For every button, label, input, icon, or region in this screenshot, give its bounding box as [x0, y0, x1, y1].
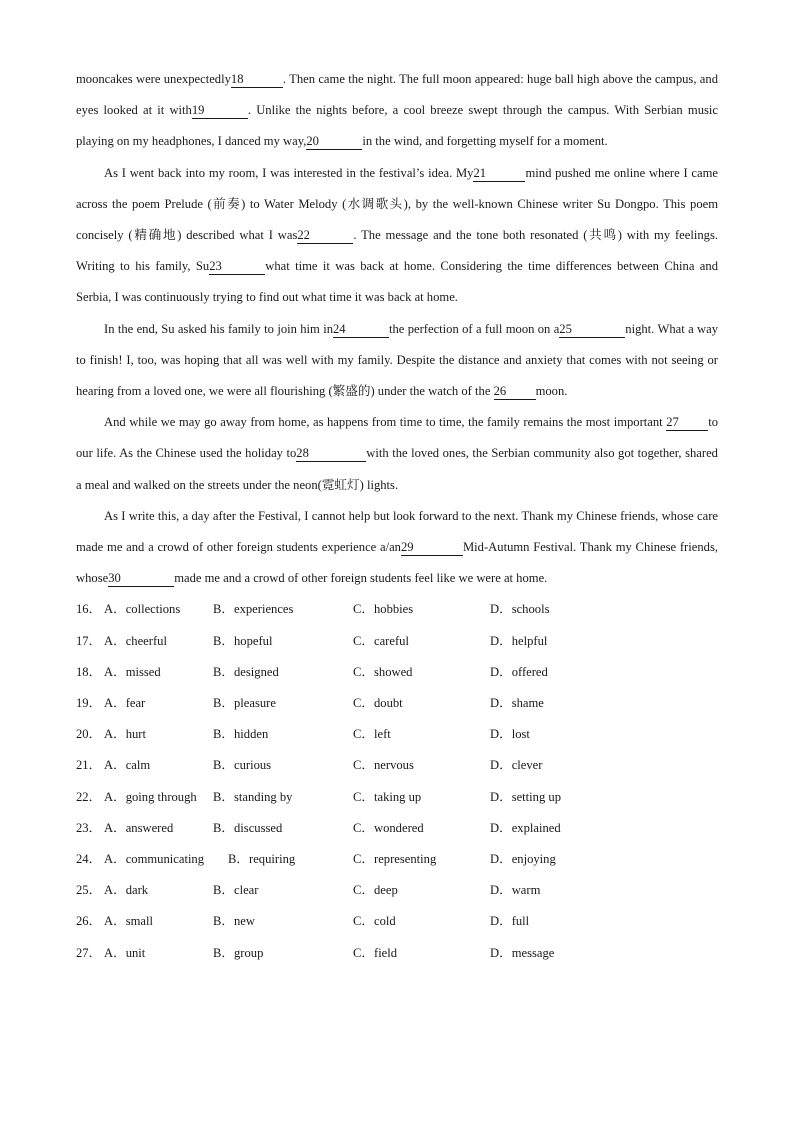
- question-row: [76, 782, 718, 813]
- passage-text: mooncakes were unexpectedly: [76, 72, 231, 86]
- blank-number: 21: [473, 166, 525, 182]
- option-d[interactable]: D．schools: [490, 602, 550, 617]
- question-number: 19．: [76, 696, 102, 711]
- option-b[interactable]: B．standing by: [213, 789, 293, 804]
- option-a[interactable]: A．unit: [104, 945, 146, 960]
- passage-text: with the loved ones, the Serbian community also got together, shared a meal and walked on the streets under the neon(霓虹灯) lights.: [76, 446, 718, 492]
- option-c[interactable]: C．deep: [353, 883, 398, 898]
- blank-number: 26: [494, 384, 536, 400]
- option-a[interactable]: A．small: [104, 914, 153, 929]
- question-row: [76, 750, 718, 781]
- question-row: [76, 719, 718, 750]
- option-a[interactable]: A．calm: [104, 758, 151, 773]
- question-number: 27．: [76, 945, 102, 960]
- option-d[interactable]: D．lost: [490, 727, 530, 742]
- question-number: 20．: [76, 727, 102, 742]
- question-row: [76, 906, 718, 937]
- passage-paragraph: [76, 501, 718, 595]
- option-d[interactable]: D．enjoying: [490, 851, 556, 866]
- question-number: 22．: [76, 789, 102, 804]
- option-d[interactable]: D．clever: [490, 758, 543, 773]
- option-c[interactable]: C．left: [353, 727, 391, 742]
- passage-text: Mid-Autumn Festival. Thank my Chinese friends, whose: [76, 540, 718, 586]
- option-b[interactable]: B．group: [213, 945, 264, 960]
- option-c[interactable]: C．nervous: [353, 758, 414, 773]
- question-row: [76, 875, 718, 906]
- question-number: 26．: [76, 914, 102, 929]
- option-b[interactable]: B．hopeful: [213, 633, 273, 648]
- option-a[interactable]: A．collections: [104, 602, 181, 617]
- option-a[interactable]: A．hurt: [104, 727, 146, 742]
- blank-number: 23: [209, 259, 265, 275]
- option-d[interactable]: D．helpful: [490, 633, 548, 648]
- option-c[interactable]: C．doubt: [353, 696, 403, 711]
- question-number: 18．: [76, 664, 102, 679]
- option-b[interactable]: B．clear: [213, 883, 259, 898]
- option-a[interactable]: A．fear: [104, 696, 146, 711]
- question-number: 25．: [76, 883, 102, 898]
- blank-number: 29: [401, 540, 463, 556]
- option-a[interactable]: A．going through: [104, 789, 197, 804]
- passage-text: In the end, Su asked his family to join him in: [104, 321, 333, 336]
- option-c[interactable]: C．showed: [353, 664, 413, 679]
- option-c[interactable]: C．hobbies: [353, 602, 414, 617]
- option-b[interactable]: B．designed: [213, 664, 279, 679]
- passage-paragraph: [76, 314, 718, 408]
- option-d[interactable]: D．explained: [490, 820, 561, 835]
- passage-text: mind pushed me online where I came across the poem Prelude (前奏) to Water Melody (水调歌头), by the well-known Chinese writer Su Dongpo. This poem concisely (精确地) described what I was: [76, 165, 718, 243]
- question-number: 16．: [76, 602, 102, 617]
- blank-number: 28: [296, 446, 366, 462]
- question-row: [76, 844, 718, 875]
- passage-text: night. What a way to finish! I, too, was hoping that all was well with my family. Despite the distance and anxiety that comes with not seeing or hearing from a loved one, we were all flourishing (繁盛的) under the watch of the: [76, 321, 718, 399]
- passage-text: the perfection of a full moon on a: [389, 321, 560, 336]
- blank-number: 24: [333, 322, 389, 338]
- option-c[interactable]: C．representing: [353, 851, 437, 866]
- question-number: 21．: [76, 758, 102, 773]
- passage-text: . The message and the tone both resonated (共鸣) with my feelings. Writing to his family, Su: [76, 228, 718, 274]
- option-b[interactable]: B．hidden: [213, 727, 269, 742]
- option-b[interactable]: B．experiences: [213, 602, 294, 617]
- question-row: [76, 688, 718, 719]
- document-page: [76, 64, 718, 969]
- option-a[interactable]: A．dark: [104, 883, 149, 898]
- option-b[interactable]: B．discussed: [213, 820, 283, 835]
- option-d[interactable]: D．full: [490, 914, 530, 929]
- option-c[interactable]: C．careful: [353, 633, 409, 648]
- question-row: [76, 813, 718, 844]
- question-row: [76, 594, 718, 625]
- blank-number: 22: [297, 228, 353, 244]
- blank-number: 18: [231, 72, 283, 88]
- option-a[interactable]: A．cheerful: [104, 633, 167, 648]
- option-b[interactable]: B．curious: [213, 758, 272, 773]
- passage-paragraph: [76, 158, 718, 314]
- option-a[interactable]: A．answered: [104, 820, 174, 835]
- question-row: [76, 657, 718, 688]
- question-number: 24．: [76, 851, 102, 866]
- option-d[interactable]: D．offered: [490, 664, 548, 679]
- passage-text: what time it was back at home. Considering the time differences between China and Serbia, I was continuously trying to find out what time it was back at home.: [76, 259, 718, 305]
- passage-paragraph: [76, 64, 718, 158]
- option-a[interactable]: A．communicating: [104, 851, 205, 866]
- passage-text: . Unlike the nights before, a cool breeze swept through the campus. With Serbian music playing on my headphones, I danced my way,: [76, 103, 718, 149]
- passage-text: in the wind, and forgetting myself for a moment.: [362, 134, 608, 149]
- option-b[interactable]: B．new: [213, 914, 255, 929]
- passage-text: As I write this, a day after the Festival, I cannot help but look forward to the next. Thank my Chinese friends, whose care made me and a crowd of other foreign students experience a/an: [76, 508, 718, 555]
- option-d[interactable]: D．warm: [490, 883, 541, 898]
- option-c[interactable]: C．wondered: [353, 820, 424, 835]
- blank-number: 19: [192, 103, 248, 119]
- question-number: 17．: [76, 633, 102, 648]
- passage-text: As I went back into my room, I was interested in the festival’s idea. My: [104, 165, 474, 180]
- option-c[interactable]: C．taking up: [353, 789, 422, 804]
- passage-paragraph: [76, 407, 718, 501]
- blank-number: 30: [108, 571, 174, 587]
- option-b[interactable]: B．pleasure: [213, 696, 276, 711]
- option-d[interactable]: D．setting up: [490, 789, 562, 804]
- question-row: [76, 626, 718, 657]
- option-c[interactable]: C．field: [353, 945, 398, 960]
- blank-number: 25: [559, 322, 625, 338]
- cloze-passage: [76, 64, 718, 594]
- question-list: [76, 594, 718, 968]
- passage-text: made me and a crowd of other foreign students feel like we were at home.: [174, 571, 548, 586]
- passage-text: moon.: [535, 384, 568, 399]
- passage-text: And while we may go away from home, as happens from time to time, the family remains the most important: [104, 415, 667, 430]
- option-d[interactable]: D．message: [490, 945, 555, 960]
- option-c[interactable]: C．cold: [353, 914, 396, 929]
- blank-number: 27: [666, 415, 708, 431]
- blank-number: 20: [306, 134, 362, 150]
- option-a[interactable]: A．missed: [104, 664, 161, 679]
- question-number: 23．: [76, 820, 102, 835]
- option-d[interactable]: D．shame: [490, 696, 544, 711]
- option-b[interactable]: B．requiring: [228, 851, 296, 866]
- passage-text: to our life. As the Chinese used the holiday to: [76, 415, 718, 461]
- passage-text: . Then came the night. The full moon appeared: huge ball high above the campus, and eyes looked at it with: [76, 72, 718, 118]
- question-row: [76, 938, 718, 969]
